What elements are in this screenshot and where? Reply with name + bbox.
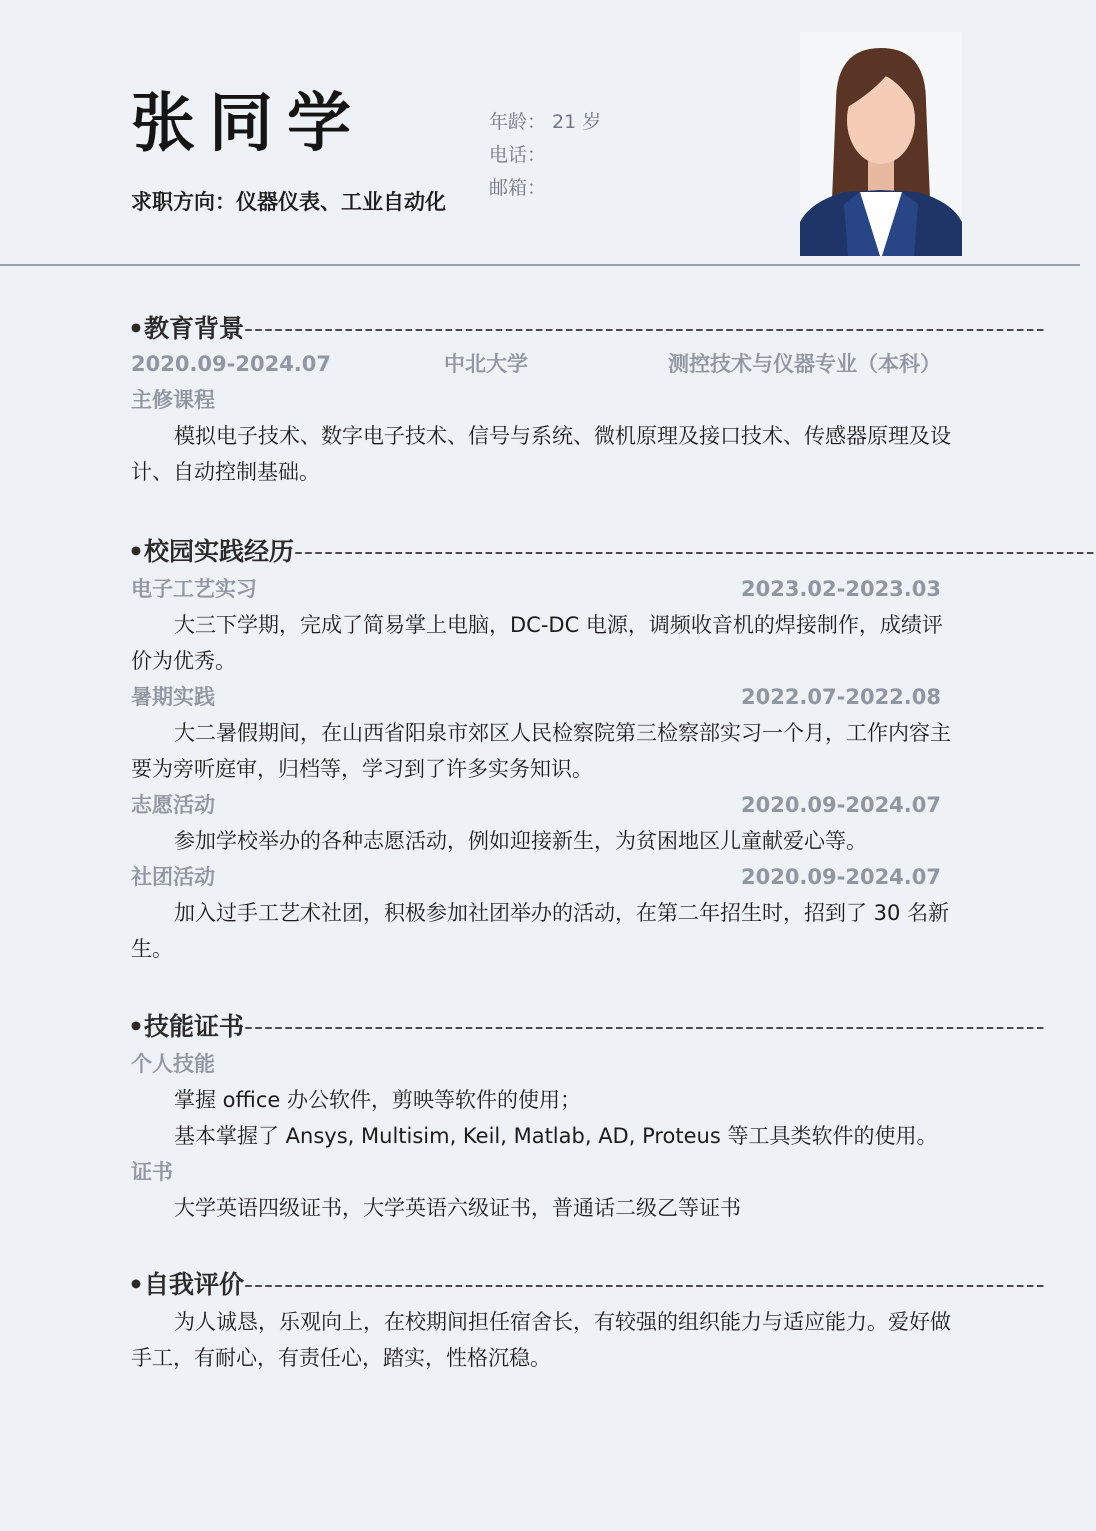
skill-line: 基本掌握了 Ansys, Multisim, Keil, Matlab, AD, Proteus 等工具类软件的使用。 (174, 1124, 938, 1148)
resume-header (0, 0, 1080, 266)
section-title-education: •教育背景-------------------------------------------------------------------------------- (128, 314, 1046, 343)
phone-row (489, 139, 601, 172)
education-row (131, 346, 941, 382)
practice-item-desc: 大三下学期，完成了简易掌上电脑，DC-DC 电源，调频收音机的焊接制作，成绩评价为优秀。 (131, 613, 943, 673)
contact-info (489, 106, 601, 205)
personal-skills-label: 个人技能 (131, 1052, 215, 1076)
practice-item-heading (131, 787, 941, 823)
practice-item-heading (131, 859, 941, 895)
skills-section (128, 1010, 1046, 1226)
practice-item-date: 2022.07-2022.08 (740, 685, 941, 709)
section-title-skills: •技能证书-------------------------------------------------------------------------------- (128, 1012, 1046, 1041)
practice-item-name: 暑期实践 (131, 685, 215, 709)
certificates-text: 大学英语四级证书，大学英语六级证书，普通话二级乙等证书 (174, 1196, 741, 1220)
section-title-practice: •校园实践经历-------------------------------------------------------------------------------- (128, 537, 1096, 566)
age-value: 21 岁 (552, 111, 602, 133)
major-name: 测控技术与仪器专业（本科） (668, 352, 941, 376)
courses-text: 模拟电子技术、数字电子技术、信号与系统、微机原理及接口技术、传感器原理及设计、自动控制基础。 (131, 424, 951, 484)
candidate-name: 张同学 (131, 86, 365, 161)
email-label: 邮箱： (489, 177, 547, 199)
practice-item-name: 志愿活动 (131, 793, 215, 817)
self-eval-text: 为人诚恳，乐观向上，在校期间担任宿舍长，有较强的组织能力与适应能力。爱好做手工，有耐心，有责任心，踏实，性格沉稳。 (131, 1310, 951, 1370)
practice-section (128, 535, 1096, 967)
practice-item-date: 2020.09-2024.07 (740, 793, 941, 817)
job-objective: 求职方向：仪器仪表、工业自动化 (131, 190, 446, 214)
courses-label: 主修课程 (131, 388, 215, 412)
avatar-photo (800, 32, 962, 256)
skill-line: 掌握 office 办公软件，剪映等软件的使用； (174, 1088, 581, 1112)
age-label: 年龄： (489, 111, 547, 133)
practice-item-desc: 加入过手工艺术社团，积极参加社团举办的活动，在第二年招生时，招到了 30 名新生。 (131, 901, 950, 961)
section-title-self-eval: •自我评价-------------------------------------------------------------------------------- (128, 1270, 1046, 1299)
age-row (489, 106, 601, 139)
practice-item-date: 2023.02-2023.03 (740, 577, 941, 601)
practice-item-name: 电子工艺实习 (131, 577, 257, 601)
practice-item-desc: 参加学校举办的各种志愿活动，例如迎接新生，为贫困地区儿童献爱心等。 (174, 829, 867, 853)
practice-item-heading (131, 679, 941, 715)
self-eval-section (128, 1268, 1046, 1376)
email-row (489, 172, 601, 205)
practice-item-heading (131, 571, 941, 607)
certificates-label: 证书 (131, 1160, 173, 1184)
practice-item-date: 2020.09-2024.07 (740, 865, 941, 889)
education-section (128, 312, 1046, 490)
education-period: 2020.09-2024.07 (131, 352, 332, 376)
phone-label: 电话： (489, 144, 547, 166)
avatar-portrait-icon (800, 32, 962, 256)
school-name: 中北大学 (444, 352, 528, 376)
practice-item-name: 社团活动 (131, 865, 215, 889)
practice-item-desc: 大二暑假期间，在山西省阳泉市郊区人民检察院第三检察部实习一个月，工作内容主要为旁听庭审，归档等，学习到了许多实务知识。 (131, 721, 951, 781)
